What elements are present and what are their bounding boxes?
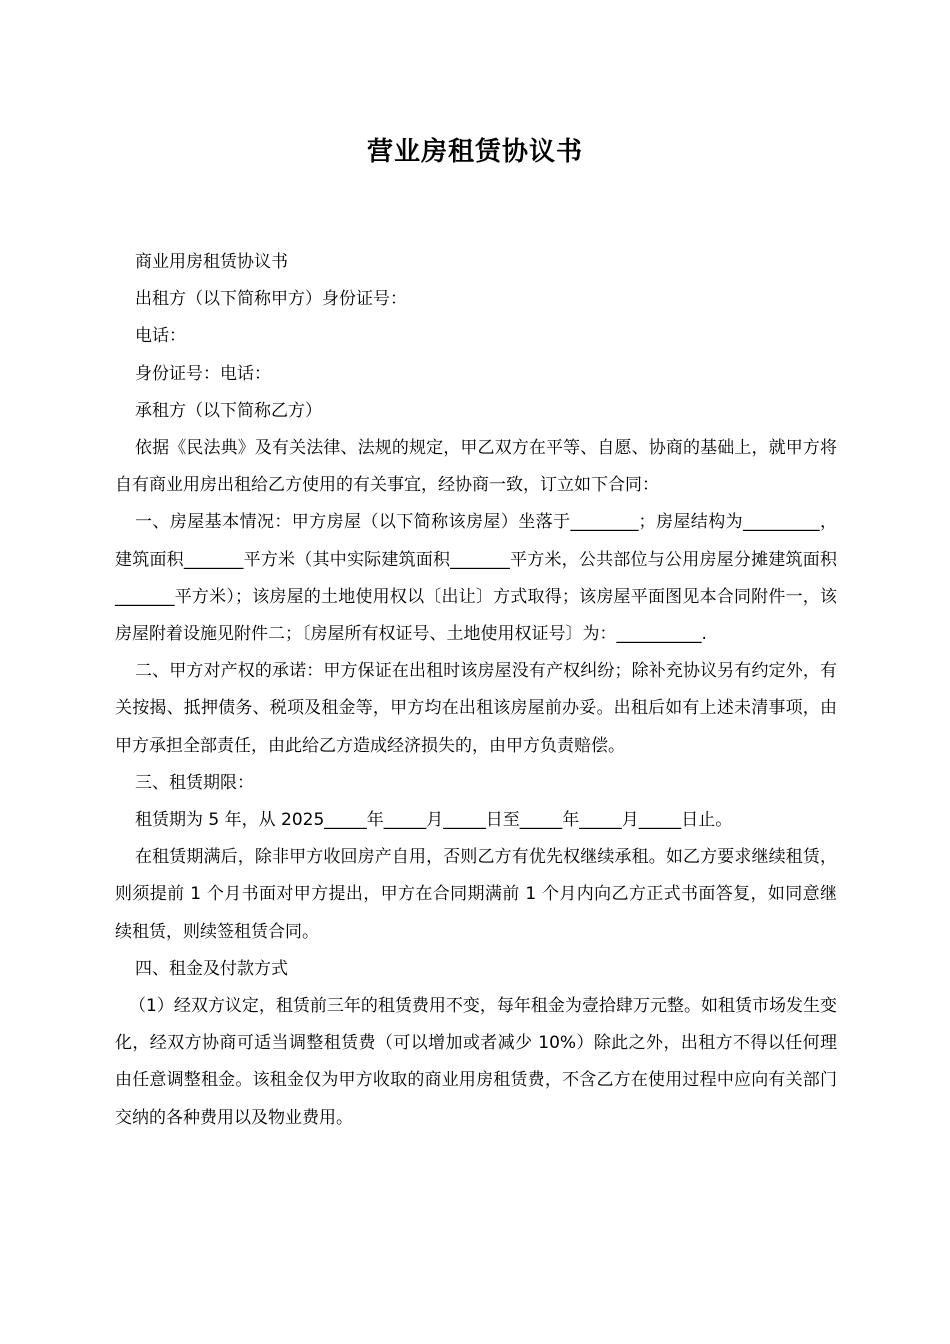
paragraph-preamble: 依据《民法典》及有关法律、法规的规定，甲乙双方在平等、自愿、协商的基础上，就甲方将自有商业用房出租给乙方使用的有关事宜，经协商一致，订立如下合同： (115, 438, 837, 496)
paragraph-rent-terms: （1）经双方议定，租赁前三年的租赁费用不变，每年租金为壹拾肆万元整。如租赁市场发生变化，经双方协商可适当调整租赁费（可以增加或者减少 10%）除此之外，出租方不得以任何理由任意调整租金。该租金仅为甲方收取的商业用房租赁费，不含乙方在使用过程中应向有关部门交纳的各种费用以及物业费用。 (115, 996, 837, 1128)
paragraph-section-3-heading: 三、租赁期限： (135, 772, 254, 793)
paragraph-lessor: 出租方（以下简称甲方）身份证号： (135, 289, 407, 310)
paragraph-lessee: 承租方（以下简称乙方） (135, 400, 322, 421)
document-title: 营业房租赁协议书 (366, 137, 583, 167)
paragraph-section-2: 二、甲方对产权的承诺：甲方保证在出租时该房屋没有产权纠纷；除补充协议另有约定外，有关按揭、抵押债务、税项及租金等，甲方均在出租该房屋前办妥。出租后如有上述未清事项，由甲方承担全部责任，由此给乙方造成经济损失的，由甲方负责赔偿。 (115, 661, 837, 756)
paragraph-phone: 电话： (135, 326, 186, 347)
paragraph-renewal: 在租赁期满后，除非甲方收回房产自用，否则乙方有优先权继续承租。如乙方要求继续租赁，则须提前 1 个月书面对甲方提出，甲方在合同期满前 1 个月内向乙方正式书面答复，如同意继续租赁，则续签租赁合同。 (115, 847, 837, 942)
paragraph-section-4-heading: 四、租金及付款方式 (135, 958, 288, 979)
paragraph-subtitle: 商业用房租赁协议书 (135, 252, 288, 272)
paragraph-section-1: 一、房屋基本情况：甲方房屋（以下简称该房屋）坐落于________；房屋结构为_________，建筑面积_______平方米（其中实际建筑面积_______平方米，公共部位与公用房屋分摊建筑面积_______平方米）；该房屋的土地使用权以〔出让〕方式取得；该房屋平面图见本合同附件一，该房屋附着设施见附件二；〔房屋所有权证号、土地使用权证号〕为：__________. (115, 512, 837, 645)
paragraph-id-phone: 身份证号：电话： (135, 363, 271, 384)
document-body (115, 244, 837, 1137)
paragraph-lease-term: 租赁期为 5 年，从 2025_____年_____月_____日至_____年_____月_____日止。 (135, 810, 733, 831)
